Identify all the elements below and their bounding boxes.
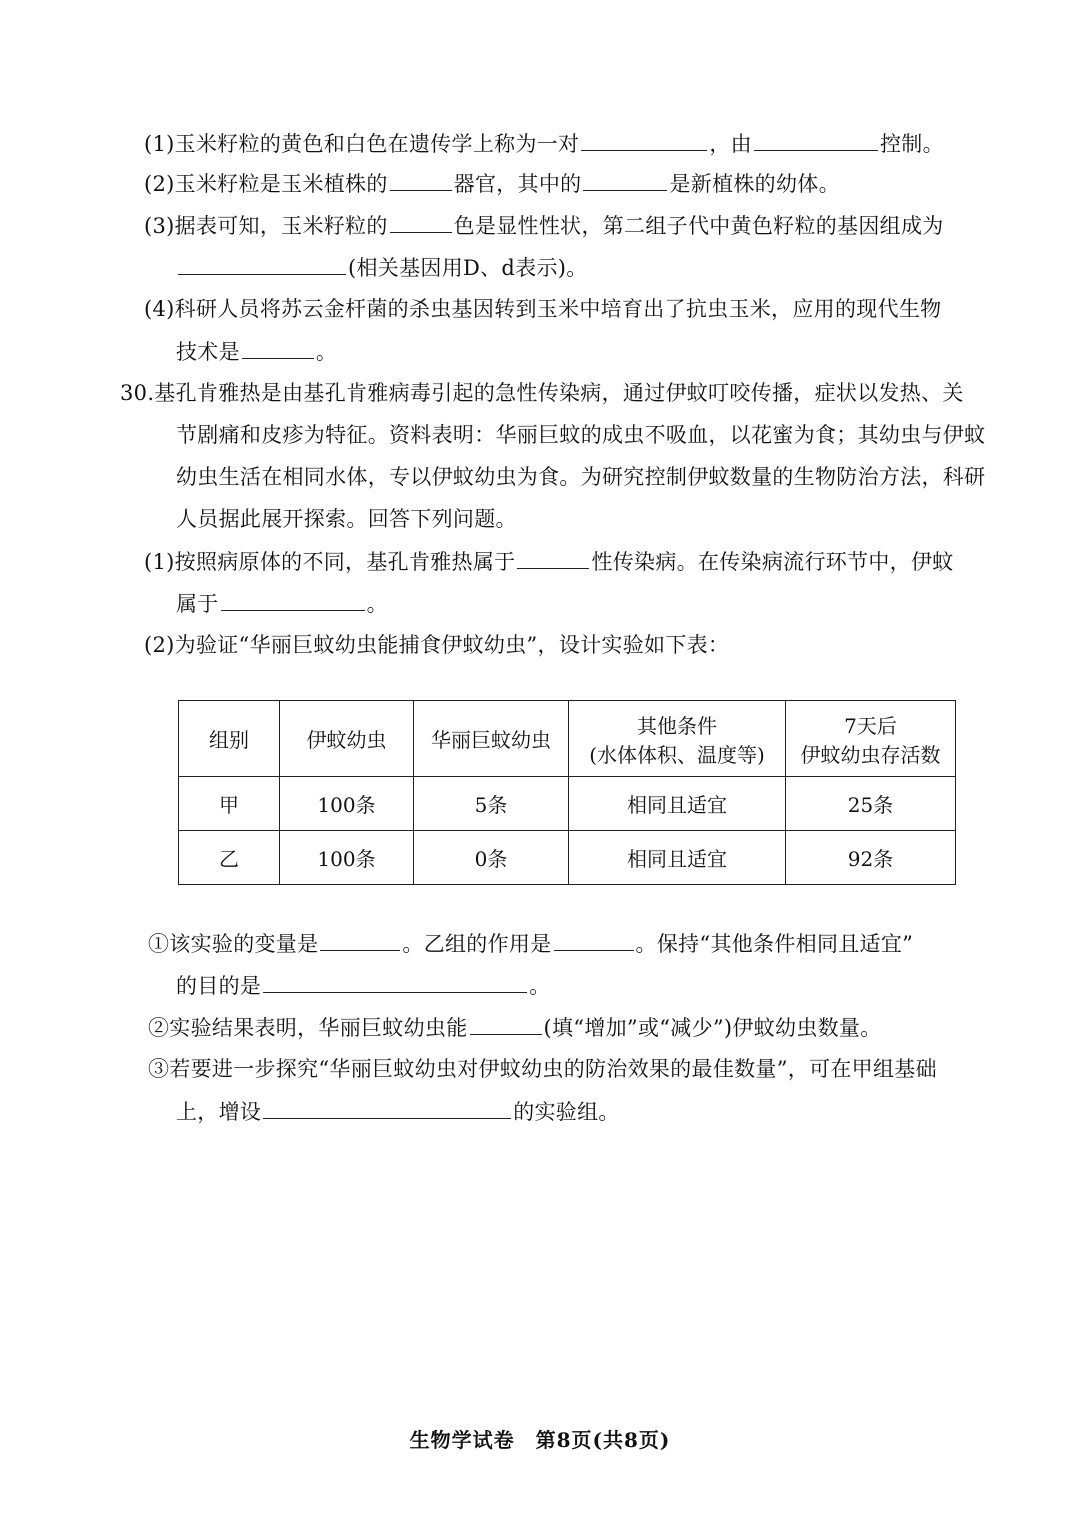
answer-blank[interactable] <box>554 928 634 951</box>
q30-sub1-line2-text: 的目的是 <box>176 974 262 998</box>
answer-blank[interactable] <box>583 168 667 191</box>
q29-part2-text-end: 是新植株的幼体。 <box>669 172 840 196</box>
q30-part1-text-end: 性传染病。在传染病流行环节中，伊蚊 <box>591 550 954 574</box>
table-cell: 相同且适宜 <box>569 777 786 831</box>
answer-blank[interactable] <box>242 336 314 359</box>
q30-sub1-text-end: 。保持“其他条件相同且适宜” <box>635 932 914 956</box>
table-header-line: (水体体积、温度等) <box>589 742 765 767</box>
q29-part3 <box>144 210 944 241</box>
q30-sub1-line2 <box>176 970 551 1001</box>
q29-part4-line2 <box>176 336 337 367</box>
q29-part4-text: (4)科研人员将苏云金杆菌的杀虫基因转到玉米中培育出了抗虫玉米，应用的现代生物 <box>144 297 942 321</box>
q29-part1-text-end: 控制。 <box>879 132 944 156</box>
q30-part1-text: (1)按照病原体的不同，基孔肯雅热属于 <box>144 550 516 574</box>
q30-sub3-line2-text: 上，增设 <box>176 1100 262 1124</box>
q30-sub3: ③若要进一步探究“华丽巨蚊幼虫对伊蚊幼虫的防治效果的最佳数量”，可在甲组基础 <box>148 1057 937 1081</box>
q29-part3-line2-text: (相关基因用D、d表示)。 <box>348 256 588 280</box>
q30-intro-line2: 节剧痛和皮疹为特征。资料表明：华丽巨蚊的成虫不吸血，以花蜜为食；其幼虫与伊蚊 <box>176 423 986 447</box>
q30-sub1-text-mid: 。乙组的作用是 <box>402 932 552 956</box>
table-cell: 25条 <box>786 777 956 831</box>
answer-blank[interactable] <box>581 128 707 151</box>
table-cell: 5条 <box>414 777 569 831</box>
q30-part1-line2-end: 。 <box>366 592 388 616</box>
q30-part2: (2)为验证“华丽巨蚊幼虫能捕食伊蚊幼虫”，设计实验如下表： <box>144 633 730 657</box>
q30-intro-line3: 幼虫生活在相同水体，专以伊蚊幼虫为食。为研究控制伊蚊数量的生物防治方法，科研 <box>176 465 986 489</box>
table-cell: 100条 <box>280 831 414 885</box>
q30-sub2-text: ②实验结果表明，华丽巨蚊幼虫能 <box>148 1016 468 1040</box>
table-header-cell <box>569 701 786 777</box>
q29-part1-text: (1)玉米籽粒的黄色和白色在遗传学上称为一对 <box>144 132 580 156</box>
answer-blank[interactable] <box>221 588 365 611</box>
table-row <box>179 831 956 885</box>
q29-part4-line2-end: 。 <box>315 340 338 364</box>
table-header-cell: 华丽巨蚊幼虫 <box>414 701 569 777</box>
q30-part1 <box>144 546 954 577</box>
q30-sub1-text: ①该实验的变量是 <box>148 932 319 956</box>
q29-part3-text-end: 色是显性性状，第二组子代中黄色籽粒的基因组成为 <box>453 214 944 238</box>
table-header-line: 其他条件 <box>637 713 717 738</box>
q30-sub3-line2-end: 的实验组。 <box>513 1100 620 1124</box>
q29-part2-text-mid: 器官，其中的 <box>453 172 582 196</box>
q30-intro-line1: 30.基孔肯雅热是由基孔肯雅病毒引起的急性传染病，通过伊蚊叮咬传播，症状以发热、关 <box>120 381 964 405</box>
q29-part2 <box>144 168 840 199</box>
answer-blank[interactable] <box>320 928 400 951</box>
q29-part1 <box>144 128 944 159</box>
q29-part3-text: (3)据表可知，玉米籽粒的 <box>144 214 388 238</box>
q30-sub1-line2-end: 。 <box>529 974 551 998</box>
answer-blank[interactable] <box>263 1096 511 1119</box>
answer-blank[interactable] <box>517 546 589 569</box>
answer-blank[interactable] <box>470 1012 542 1035</box>
q30-sub2 <box>148 1012 882 1043</box>
table-header-cell <box>786 701 956 777</box>
table-header-cell: 组别 <box>179 701 280 777</box>
q29-part4-line2-text: 技术是 <box>176 340 240 364</box>
page-footer: 生物学试卷 第8页(共8页) <box>409 1428 671 1452</box>
answer-blank[interactable] <box>390 210 452 233</box>
answer-blank[interactable] <box>390 168 452 191</box>
table-cell: 甲 <box>179 777 280 831</box>
q30-sub2-text-end: (填“增加”或“减少”)伊蚊幼虫数量。 <box>543 1016 882 1040</box>
q29-part3-line2 <box>176 252 588 283</box>
answer-blank[interactable] <box>754 128 878 151</box>
table-cell: 相同且适宜 <box>569 831 786 885</box>
experiment-table <box>178 700 956 885</box>
table-cell: 0条 <box>414 831 569 885</box>
table-cell: 92条 <box>786 831 956 885</box>
q30-sub3-line2 <box>176 1096 620 1127</box>
table-cell: 100条 <box>280 777 414 831</box>
table-cell: 乙 <box>179 831 280 885</box>
table-row <box>179 777 956 831</box>
q29-part4 <box>144 294 941 324</box>
q30-part1-line2 <box>176 588 388 619</box>
q30-intro-line4: 人员据此展开探索。回答下列问题。 <box>176 507 517 531</box>
q29-part1-text-mid: ，由 <box>709 132 752 156</box>
answer-blank[interactable] <box>178 252 346 275</box>
q30-part1-line2-text: 属于 <box>176 592 219 616</box>
table-header-cell: 伊蚊幼虫 <box>280 701 414 777</box>
answer-blank[interactable] <box>263 970 527 993</box>
table-header-line: 7天后 <box>844 713 897 738</box>
table-header-line: 伊蚊幼虫存活数 <box>800 742 941 767</box>
q30-sub1 <box>148 928 913 959</box>
q29-part2-text: (2)玉米籽粒是玉米植株的 <box>144 172 388 196</box>
table-header-row <box>179 701 956 777</box>
